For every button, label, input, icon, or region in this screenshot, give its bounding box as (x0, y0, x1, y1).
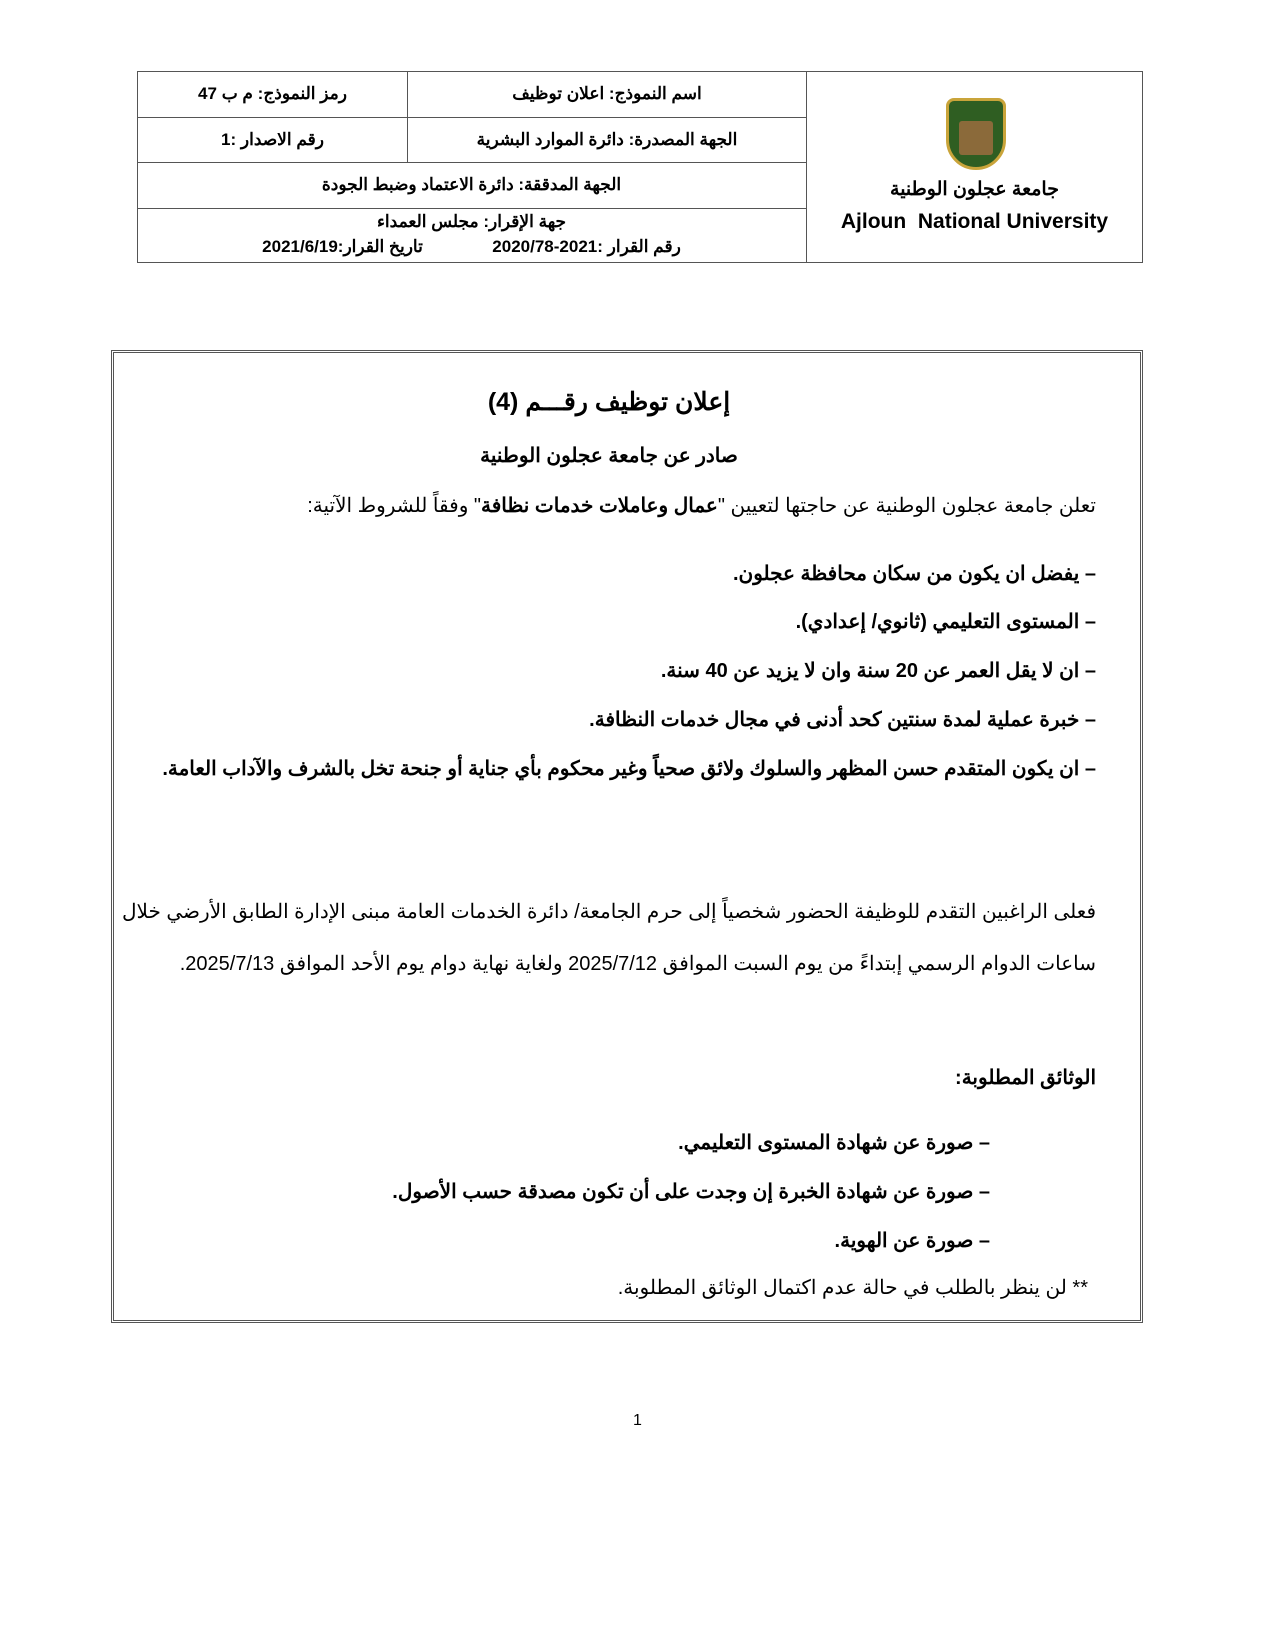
note: ** لن ينظر بالطلب في حالة عدم اكتمال الوثائق المطلوبة. (617, 1277, 1088, 1299)
application-text: فعلى الراغبين التقدم للوظيفة الحضور شخصياً إلى حرم الجامعة/ دائرة الخدمات العامة مبنى الإدارة الطابق الأرضي خلال ساعات الدوام الرسمي إبتداءً من يوم السبت الموافق 2025/7/12 ولغاية نهاية دوام يوم الأحد الموافق 2025/7/13. (122, 901, 1096, 975)
condition-4: – خبرة عملية لمدة سنتين كحد أدنى في مجال خدمات النظافة. (589, 709, 1096, 731)
university-name-ar: جامعة عجلون الوطنية (890, 179, 1059, 200)
condition-1: – يفضل ان يكون من سكان محافظة عجلون. (732, 563, 1096, 585)
intro-text (122, 493, 1096, 518)
page-number: 1 (633, 1412, 642, 1429)
approval-cell (137, 209, 806, 264)
form-code: رمز النموذج: م ب 47 (138, 72, 407, 118)
documents-heading: الوثائق المطلوبة: (955, 1067, 1096, 1089)
form-name: اسم النموذج: اعلان توظيف (407, 72, 806, 118)
job-title: عمال وعاملات خدمات نظافة (481, 495, 718, 517)
university-name-en: Ajloun National University (840, 210, 1109, 233)
issuer: الجهة المصدرة: دائرة الموارد البشرية (407, 118, 806, 163)
university-seal-logo (946, 98, 1006, 170)
intro-post: " وفقاً للشروط الآتية: (307, 495, 482, 517)
intro-pre: تعلن جامعة عجلون الوطنية عن حاجتها لتعيين " (717, 495, 1096, 517)
condition-3: – ان لا يقل العمر عن 20 سنة وان لا يزيد عن 40 سنة. (660, 660, 1096, 682)
approver: جهة الإقرار: مجلس العمداء (376, 212, 567, 231)
condition-2: – المستوى التعليمي (ثانوي/ إعدادي). (795, 611, 1096, 633)
announcement-box (111, 350, 1143, 1323)
condition-5: – ان يكون المتقدم حسن المظهر والسلوك ولائق صحياً وغير محكوم بأي جناية أو جنحة تخل بالشرف والآداب العامة. (162, 758, 1096, 780)
auditor: الجهة المدققة: دائرة الاعتماد وضبط الجودة (137, 163, 806, 209)
document-header-table (137, 71, 1143, 263)
document-1: – صورة عن شهادة المستوى التعليمي. (678, 1132, 990, 1154)
decision-date: تاريخ القرار:2021/6/19 (262, 237, 423, 256)
logo-cell (806, 72, 1142, 262)
document-3: – صورة عن الهوية. (834, 1230, 990, 1252)
decision-number: رقم القرار :2021-2020/78 (492, 237, 681, 256)
announcement-title: إعلان توظيف رقـــم (4) (487, 388, 731, 416)
version: رقم الاصدار :1 (138, 118, 407, 163)
document-2: – صورة عن شهادة الخبرة إن وجدت على أن تكون مصدقة حسب الأصول. (392, 1181, 990, 1203)
announcement-subtitle: صادر عن جامعة عجلون الوطنية (480, 445, 738, 467)
